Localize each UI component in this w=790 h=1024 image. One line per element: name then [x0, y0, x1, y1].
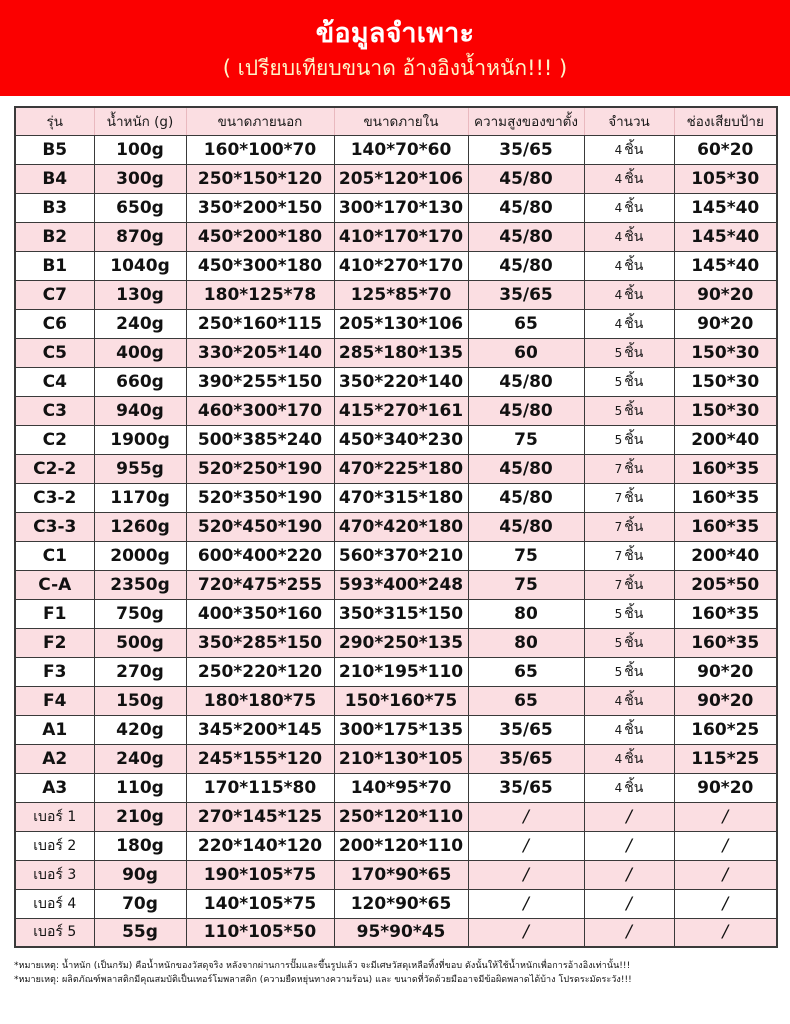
table-row	[15, 280, 777, 309]
cell-outer-size: 350*285*150	[186, 628, 334, 657]
cell-stand-height: 80	[468, 628, 584, 657]
cell-model: เบอร์ 4	[15, 889, 94, 918]
cell-outer-size: 245*155*120	[186, 744, 334, 773]
cell-label-slot: /	[674, 802, 777, 831]
cell-outer-size: 500*385*240	[186, 425, 334, 454]
cell-stand-height: 65	[468, 686, 584, 715]
quantity-unit: ชิ้น	[624, 228, 644, 245]
table-row	[15, 860, 777, 889]
table-row	[15, 309, 777, 338]
cell-model: C4	[15, 367, 94, 396]
cell-model: C1	[15, 541, 94, 570]
quantity-number: 7	[614, 490, 623, 505]
quantity-unit: ชิ้น	[624, 373, 644, 390]
cell-inner-size: 120*90*65	[334, 889, 468, 918]
table-row	[15, 744, 777, 773]
table-row	[15, 657, 777, 686]
table-row	[15, 193, 777, 222]
cell-inner-size: 95*90*45	[334, 918, 468, 947]
cell-stand-height: /	[468, 860, 584, 889]
cell-label-slot: 90*20	[674, 280, 777, 309]
column-header-quantity: จำนวน	[584, 107, 674, 135]
cell-label-slot: /	[674, 831, 777, 860]
table-row	[15, 425, 777, 454]
table-row	[15, 222, 777, 251]
quantity-unit: ชิ้น	[624, 721, 644, 738]
cell-outer-size: 520*450*190	[186, 512, 334, 541]
cell-inner-size: 350*220*140	[334, 367, 468, 396]
cell-stand-height: /	[468, 831, 584, 860]
cell-label-slot: 160*35	[674, 628, 777, 657]
cell-inner-size: 300*170*130	[334, 193, 468, 222]
cell-outer-size: 460*300*170	[186, 396, 334, 425]
cell-stand-height: 45/80	[468, 251, 584, 280]
cell-inner-size: 410*270*170	[334, 251, 468, 280]
cell-outer-size: 520*350*190	[186, 483, 334, 512]
cell-label-slot: /	[674, 918, 777, 947]
quantity-unit: ชิ้น	[624, 576, 644, 593]
quantity-number: 4	[614, 316, 623, 331]
quantity-number: 5	[614, 606, 623, 621]
cell-model: A3	[15, 773, 94, 802]
column-header-weight: น้ำหนัก (g)	[94, 107, 186, 135]
table-row	[15, 831, 777, 860]
cell-outer-size: 250*220*120	[186, 657, 334, 686]
cell-inner-size: 125*85*70	[334, 280, 468, 309]
quantity-number: 4	[614, 693, 623, 708]
cell-model: C2-2	[15, 454, 94, 483]
footnotes	[0, 948, 790, 988]
cell-inner-size: 250*120*110	[334, 802, 468, 831]
cell-quantity: /	[584, 860, 674, 889]
cell-stand-height: 65	[468, 657, 584, 686]
cell-outer-size: 170*115*80	[186, 773, 334, 802]
cell-stand-height: /	[468, 918, 584, 947]
table-header-row	[15, 107, 777, 135]
cell-quantity	[584, 628, 674, 657]
cell-label-slot: 145*40	[674, 193, 777, 222]
cell-model: C6	[15, 309, 94, 338]
cell-outer-size: 600*400*220	[186, 541, 334, 570]
footnote-weight: *หมายเหตุ: น้ำหนัก (เป็นกรัม) คือน้ำหนักของวัสดุจริง หลังจากผ่านการปั๊มและขึ้นรูปแล้ว จะมีเศษวัสดุเหลือทิ้งที่ขอบ ดังนั้นให้ใช้น้ำหนักเพื่อการอ้างอิงเท่านั้น!!!	[14, 961, 631, 971]
cell-label-slot: 160*35	[674, 454, 777, 483]
table-row	[15, 135, 777, 164]
table-row	[15, 773, 777, 802]
cell-inner-size: 200*120*110	[334, 831, 468, 860]
cell-inner-size: 415*270*161	[334, 396, 468, 425]
cell-model: B3	[15, 193, 94, 222]
cell-weight: 1170g	[94, 483, 186, 512]
cell-quantity	[584, 396, 674, 425]
cell-label-slot: 205*50	[674, 570, 777, 599]
cell-outer-size: 180*125*78	[186, 280, 334, 309]
cell-weight: 90g	[94, 860, 186, 889]
cell-weight: 100g	[94, 135, 186, 164]
cell-label-slot: 150*30	[674, 367, 777, 396]
quantity-unit: ชิ้น	[624, 634, 644, 651]
cell-weight: 660g	[94, 367, 186, 396]
table-body	[15, 135, 777, 947]
cell-stand-height: 75	[468, 541, 584, 570]
cell-quantity	[584, 193, 674, 222]
quantity-number: 5	[614, 432, 623, 447]
quantity-number: 4	[614, 258, 623, 273]
quantity-number: 4	[614, 287, 623, 302]
quantity-number: 5	[614, 374, 623, 389]
cell-weight: 240g	[94, 744, 186, 773]
cell-model: เบอร์ 1	[15, 802, 94, 831]
cell-outer-size: 250*160*115	[186, 309, 334, 338]
cell-outer-size: 400*350*160	[186, 599, 334, 628]
cell-outer-size: 450*300*180	[186, 251, 334, 280]
cell-outer-size: 345*200*145	[186, 715, 334, 744]
cell-quantity	[584, 251, 674, 280]
quantity-unit: ชิ้น	[624, 402, 644, 419]
cell-quantity	[584, 773, 674, 802]
cell-label-slot: 90*20	[674, 657, 777, 686]
cell-weight: 2000g	[94, 541, 186, 570]
table-row	[15, 918, 777, 947]
cell-label-slot: 200*40	[674, 541, 777, 570]
quantity-number: 5	[614, 345, 623, 360]
cell-model: B1	[15, 251, 94, 280]
cell-inner-size: 210*195*110	[334, 657, 468, 686]
cell-quantity	[584, 454, 674, 483]
quantity-number: 7	[614, 577, 623, 592]
cell-stand-height: 35/65	[468, 135, 584, 164]
cell-label-slot: 200*40	[674, 425, 777, 454]
table-row	[15, 686, 777, 715]
cell-quantity: /	[584, 918, 674, 947]
cell-label-slot: 115*25	[674, 744, 777, 773]
quantity-unit: ชิ้น	[624, 199, 644, 216]
table-row	[15, 715, 777, 744]
quantity-number: 5	[614, 403, 623, 418]
quantity-number: 4	[614, 142, 623, 157]
cell-inner-size: 210*130*105	[334, 744, 468, 773]
cell-inner-size: 150*160*75	[334, 686, 468, 715]
cell-model: F2	[15, 628, 94, 657]
quantity-unit: ชิ้น	[624, 692, 644, 709]
cell-weight: 400g	[94, 338, 186, 367]
table-row	[15, 454, 777, 483]
cell-model: F1	[15, 599, 94, 628]
cell-outer-size: 250*150*120	[186, 164, 334, 193]
quantity-unit: ชิ้น	[624, 518, 644, 535]
cell-label-slot: 160*35	[674, 483, 777, 512]
cell-weight: 70g	[94, 889, 186, 918]
cell-label-slot: 160*25	[674, 715, 777, 744]
table-row	[15, 338, 777, 367]
cell-quantity	[584, 599, 674, 628]
cell-stand-height: 45/80	[468, 483, 584, 512]
cell-weight: 420g	[94, 715, 186, 744]
cell-inner-size: 170*90*65	[334, 860, 468, 889]
cell-outer-size: 180*180*75	[186, 686, 334, 715]
cell-label-slot: /	[674, 889, 777, 918]
cell-outer-size: 110*105*50	[186, 918, 334, 947]
cell-label-slot: 150*30	[674, 338, 777, 367]
cell-weight: 270g	[94, 657, 186, 686]
cell-model: เบอร์ 2	[15, 831, 94, 860]
table-row	[15, 512, 777, 541]
cell-model: C-A	[15, 570, 94, 599]
table-header	[15, 107, 777, 135]
cell-inner-size: 410*170*170	[334, 222, 468, 251]
cell-outer-size: 450*200*180	[186, 222, 334, 251]
cell-weight: 130g	[94, 280, 186, 309]
cell-stand-height: 75	[468, 425, 584, 454]
cell-inner-size: 470*315*180	[334, 483, 468, 512]
table-row	[15, 541, 777, 570]
quantity-number: 4	[614, 751, 623, 766]
table-row	[15, 802, 777, 831]
cell-stand-height: 35/65	[468, 715, 584, 744]
cell-label-slot: 160*35	[674, 599, 777, 628]
cell-label-slot: 90*20	[674, 309, 777, 338]
quantity-number: 4	[614, 171, 623, 186]
cell-stand-height: 45/80	[468, 222, 584, 251]
cell-inner-size: 470*225*180	[334, 454, 468, 483]
cell-label-slot: 160*35	[674, 512, 777, 541]
quantity-number: 5	[614, 635, 623, 650]
table-row	[15, 570, 777, 599]
cell-quantity	[584, 512, 674, 541]
cell-inner-size: 285*180*135	[334, 338, 468, 367]
column-header-model: รุ่น	[15, 107, 94, 135]
quantity-number: 4	[614, 722, 623, 737]
cell-stand-height: 45/80	[468, 164, 584, 193]
cell-stand-height: 45/80	[468, 367, 584, 396]
quantity-number: 7	[614, 461, 623, 476]
cell-weight: 110g	[94, 773, 186, 802]
cell-stand-height: 35/65	[468, 744, 584, 773]
cell-weight: 750g	[94, 599, 186, 628]
cell-quantity	[584, 570, 674, 599]
cell-weight: 2350g	[94, 570, 186, 599]
cell-outer-size: 220*140*120	[186, 831, 334, 860]
cell-quantity	[584, 164, 674, 193]
cell-quantity	[584, 309, 674, 338]
cell-label-slot: 150*30	[674, 396, 777, 425]
cell-stand-height: 35/65	[468, 280, 584, 309]
cell-quantity	[584, 367, 674, 396]
cell-quantity	[584, 222, 674, 251]
cell-stand-height: 35/65	[468, 773, 584, 802]
cell-stand-height: 45/80	[468, 193, 584, 222]
cell-outer-size: 270*145*125	[186, 802, 334, 831]
cell-stand-height: 75	[468, 570, 584, 599]
cell-weight: 1260g	[94, 512, 186, 541]
quantity-number: 7	[614, 548, 623, 563]
cell-weight: 1900g	[94, 425, 186, 454]
cell-weight: 940g	[94, 396, 186, 425]
cell-stand-height: 45/80	[468, 512, 584, 541]
cell-model: C3-3	[15, 512, 94, 541]
quantity-number: 7	[614, 519, 623, 534]
cell-weight: 300g	[94, 164, 186, 193]
cell-label-slot: 145*40	[674, 251, 777, 280]
cell-inner-size: 560*370*210	[334, 541, 468, 570]
table-row	[15, 628, 777, 657]
cell-inner-size: 470*420*180	[334, 512, 468, 541]
cell-weight: 180g	[94, 831, 186, 860]
cell-model: F4	[15, 686, 94, 715]
quantity-number: 4	[614, 229, 623, 244]
page-subtitle: ( เปรียบเทียบขนาด อ้างอิงน้ำหนัก!!! )	[222, 56, 568, 81]
table-row	[15, 483, 777, 512]
quantity-unit: ชิ้น	[624, 605, 644, 622]
cell-label-slot: 145*40	[674, 222, 777, 251]
quantity-unit: ชิ้น	[624, 489, 644, 506]
cell-outer-size: 390*255*150	[186, 367, 334, 396]
cell-model: B4	[15, 164, 94, 193]
quantity-unit: ชิ้น	[624, 286, 644, 303]
cell-outer-size: 520*250*190	[186, 454, 334, 483]
cell-model: C3	[15, 396, 94, 425]
quantity-unit: ชิ้น	[624, 170, 644, 187]
cell-weight: 240g	[94, 309, 186, 338]
cell-weight: 955g	[94, 454, 186, 483]
quantity-number: 4	[614, 200, 623, 215]
cell-weight: 870g	[94, 222, 186, 251]
cell-model: C7	[15, 280, 94, 309]
cell-stand-height: 45/80	[468, 396, 584, 425]
cell-model: F3	[15, 657, 94, 686]
cell-quantity	[584, 425, 674, 454]
quantity-unit: ชิ้น	[624, 344, 644, 361]
table-row	[15, 599, 777, 628]
table-row	[15, 251, 777, 280]
quantity-number: 5	[614, 664, 623, 679]
cell-model: C5	[15, 338, 94, 367]
page-title: ข้อมูลจำเพาะ	[315, 18, 475, 50]
cell-quantity	[584, 686, 674, 715]
cell-quantity: /	[584, 889, 674, 918]
cell-stand-height: 65	[468, 309, 584, 338]
cell-weight: 55g	[94, 918, 186, 947]
quantity-unit: ชิ้น	[624, 750, 644, 767]
column-header-stand-height: ความสูงของขาตั้ง	[468, 107, 584, 135]
cell-model: เบอร์ 5	[15, 918, 94, 947]
cell-inner-size: 140*70*60	[334, 135, 468, 164]
cell-quantity	[584, 483, 674, 512]
cell-label-slot: 90*20	[674, 773, 777, 802]
spec-table	[14, 106, 778, 948]
cell-model: A1	[15, 715, 94, 744]
cell-inner-size: 300*175*135	[334, 715, 468, 744]
cell-label-slot: 105*30	[674, 164, 777, 193]
footnote-material: *หมายเหตุ: ผลิตภัณฑ์พลาสติกมีคุณสมบัติเป็นเทอร์โมพลาสติก (ความยืดหยุ่นทางความร้อน) และ ขนาดที่วัดด้วยมืออาจมีข้อผิดพลาดได้บ้าง โปรดระมัดระวัง!!!	[14, 974, 632, 985]
table-row	[15, 164, 777, 193]
cell-quantity	[584, 657, 674, 686]
column-header-inner-size: ขนาดภายใน	[334, 107, 468, 135]
quantity-unit: ชิ้น	[624, 257, 644, 274]
cell-quantity	[584, 338, 674, 367]
cell-stand-height: /	[468, 889, 584, 918]
cell-model: C2	[15, 425, 94, 454]
cell-inner-size: 450*340*230	[334, 425, 468, 454]
cell-inner-size: 290*250*135	[334, 628, 468, 657]
cell-outer-size: 330*205*140	[186, 338, 334, 367]
quantity-unit: ชิ้น	[624, 547, 644, 564]
cell-outer-size: 160*100*70	[186, 135, 334, 164]
column-header-outer-size: ขนาดภายนอก	[186, 107, 334, 135]
cell-stand-height: 80	[468, 599, 584, 628]
cell-weight: 150g	[94, 686, 186, 715]
cell-model: B5	[15, 135, 94, 164]
cell-weight: 1040g	[94, 251, 186, 280]
cell-outer-size: 720*475*255	[186, 570, 334, 599]
quantity-unit: ชิ้น	[624, 460, 644, 477]
cell-inner-size: 140*95*70	[334, 773, 468, 802]
cell-label-slot: 90*20	[674, 686, 777, 715]
cell-model: เบอร์ 3	[15, 860, 94, 889]
cell-label-slot: 60*20	[674, 135, 777, 164]
cell-weight: 500g	[94, 628, 186, 657]
cell-stand-height: 45/80	[468, 454, 584, 483]
cell-label-slot: /	[674, 860, 777, 889]
column-header-label-slot: ช่องเสียบป้าย	[674, 107, 777, 135]
cell-inner-size: 593*400*248	[334, 570, 468, 599]
cell-inner-size: 205*130*106	[334, 309, 468, 338]
cell-quantity	[584, 744, 674, 773]
spec-table-container	[0, 96, 790, 948]
table-row	[15, 889, 777, 918]
page-banner	[0, 0, 790, 96]
quantity-unit: ชิ้น	[624, 141, 644, 158]
cell-quantity: /	[584, 802, 674, 831]
quantity-unit: ชิ้น	[624, 431, 644, 448]
cell-weight: 650g	[94, 193, 186, 222]
cell-weight: 210g	[94, 802, 186, 831]
cell-quantity	[584, 715, 674, 744]
cell-inner-size: 205*120*106	[334, 164, 468, 193]
cell-quantity: /	[584, 831, 674, 860]
cell-stand-height: 60	[468, 338, 584, 367]
quantity-unit: ชิ้น	[624, 315, 644, 332]
cell-model: C3-2	[15, 483, 94, 512]
cell-model: A2	[15, 744, 94, 773]
cell-inner-size: 350*315*150	[334, 599, 468, 628]
cell-outer-size: 350*200*150	[186, 193, 334, 222]
quantity-unit: ชิ้น	[624, 663, 644, 680]
cell-quantity	[584, 280, 674, 309]
cell-quantity	[584, 541, 674, 570]
table-row	[15, 367, 777, 396]
cell-stand-height: /	[468, 802, 584, 831]
cell-outer-size: 140*105*75	[186, 889, 334, 918]
cell-quantity	[584, 135, 674, 164]
table-row	[15, 396, 777, 425]
quantity-unit: ชิ้น	[624, 779, 644, 796]
quantity-number: 4	[614, 780, 623, 795]
cell-model: B2	[15, 222, 94, 251]
cell-outer-size: 190*105*75	[186, 860, 334, 889]
